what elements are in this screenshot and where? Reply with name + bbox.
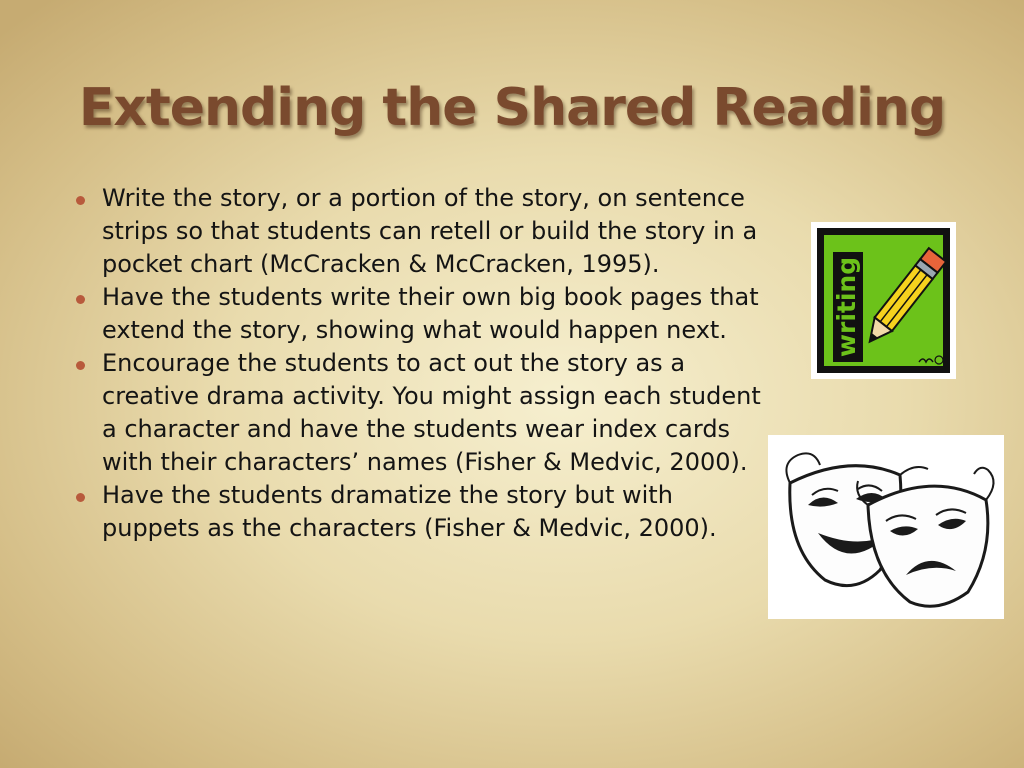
bullet-item	[72, 479, 772, 545]
theater-masks-icon	[768, 435, 1004, 619]
bullet-item	[72, 281, 772, 347]
bullet-dot-icon	[76, 295, 85, 304]
bullet-dot-icon	[76, 361, 85, 370]
bullet-dot-icon	[76, 493, 85, 502]
bullet-text: Encourage the students to act out the story as a creative drama activity. You might assign each student a character and have the students wear index cards with their characters’ names (Fisher & Medvic, 2000).	[102, 349, 761, 476]
bullet-text: Write the story, or a portion of the story, on sentence strips so that students can retell or build the story in a pocket chart (McCracken & McCracken, 1995).	[102, 184, 758, 278]
bullet-item	[72, 182, 772, 281]
bullet-text: Have the students dramatize the story but with puppets as the characters (Fisher & Medvic, 2000).	[102, 481, 717, 542]
svg-text:writing: writing	[832, 256, 861, 358]
bullet-list	[72, 182, 772, 545]
bullet-item	[72, 347, 772, 479]
bullet-dot-icon	[76, 196, 85, 205]
bullet-text: Have the students write their own big book pages that extend the story, showing what would happen next.	[102, 283, 759, 344]
slide-title: Extending the Shared Reading	[78, 78, 946, 138]
writing-pencil-icon	[811, 222, 956, 379]
